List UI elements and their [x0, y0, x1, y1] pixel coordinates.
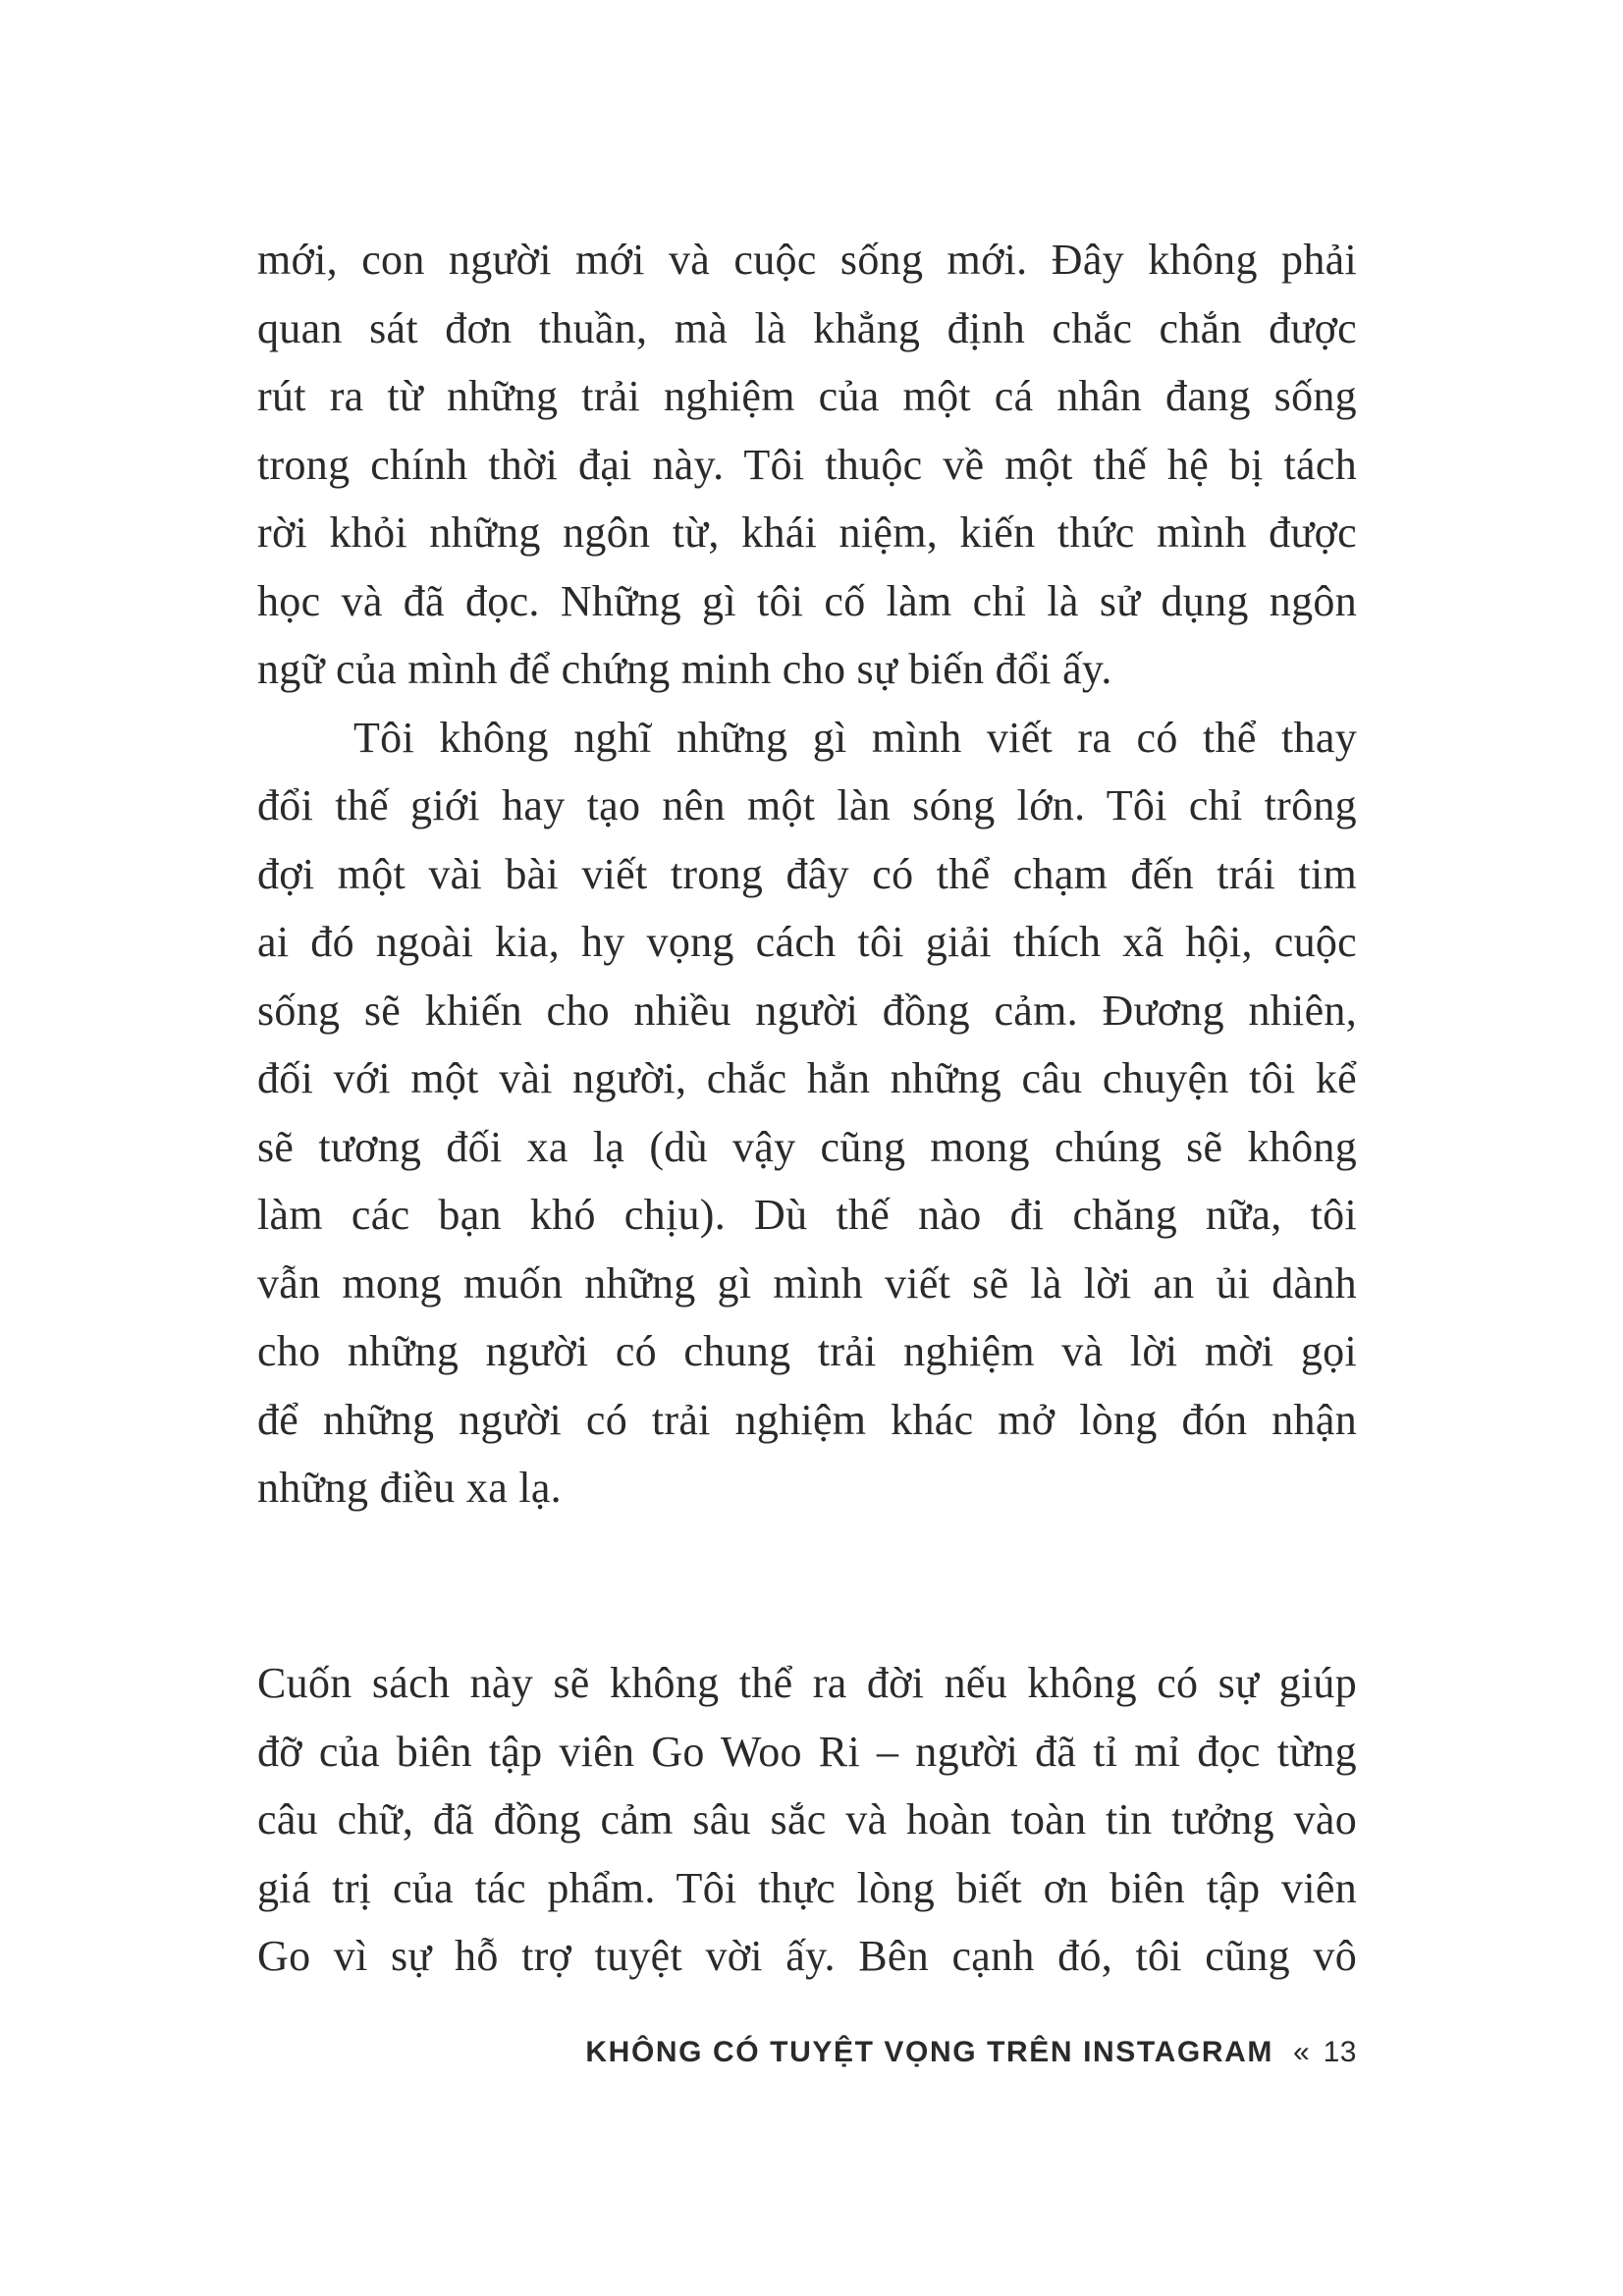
text-line: ai đó ngoài kia, hy vọng cách tôi giải thích xã hội, cuộc — [257, 918, 1357, 966]
paragraph-2 — [257, 704, 1357, 1522]
text-line: câu chữ, đã đồng cảm sâu sắc và hoàn toàn tin tưởng vào — [257, 1795, 1357, 1843]
text-line: cho những người có chung trải nghiệm và lời mời gọi — [257, 1327, 1357, 1375]
text-line: học và đã đọc. Những gì tôi cố làm chỉ là sử dụng ngôn — [257, 576, 1357, 625]
text-line: để những người có trải nghiệm khác mở lòng đón nhận — [257, 1395, 1357, 1444]
text-line: Go vì sự hỗ trợ tuyệt vời ấy. Bên cạnh đó, tôi cũng vô — [257, 1932, 1357, 1980]
text-line: trong chính thời đại này. Tôi thuộc về một thế hệ bị tách — [257, 440, 1357, 489]
text-line: rời khỏi những ngôn từ, khái niệm, kiến thức mình được — [257, 508, 1357, 557]
footer-separator: « — [1292, 2036, 1310, 2068]
text-line: rút ra từ những trải nghiệm của một cá nhân đang sống — [257, 372, 1357, 420]
text-line: sẽ tương đối xa lạ (dù vậy cũng mong chúng sẽ không — [257, 1122, 1357, 1171]
acknowledgement-text-block — [257, 1649, 1357, 1991]
paragraph-1 — [257, 226, 1357, 704]
running-footer — [0, 2033, 1357, 2072]
text-line: Tôi không nghĩ những gì mình viết ra có thể thay — [353, 713, 1357, 762]
text-line: đợi một vài bài viết trong đây có thể chạm đến trái tim — [257, 849, 1357, 898]
text-line: sống sẽ khiến cho nhiều người đồng cảm. Đương nhiên, — [257, 986, 1357, 1035]
text-line: vẫn mong muốn những gì mình viết sẽ là lời an ủi dành — [257, 1258, 1357, 1308]
book-title: KHÔNG CÓ TUYỆT VỌNG TRÊN INSTAGRAM — [585, 2036, 1273, 2068]
text-line: ngữ của mình để chứng minh cho sự biến đổi ấy. — [257, 645, 1112, 693]
main-text-block — [257, 226, 1357, 1522]
text-line: làm các bạn khó chịu). Dù thế nào đi chăng nữa, tôi — [257, 1191, 1357, 1239]
text-line: đổi thế giới hay tạo nên một làn sóng lớn. Tôi chỉ trông — [257, 781, 1357, 829]
text-line: đỡ của biên tập viên Go Woo Ri – người đã tỉ mỉ đọc từng — [257, 1727, 1357, 1776]
text-line: giá trị của tác phẩm. Tôi thực lòng biết ơn biên tập viên — [257, 1863, 1357, 1912]
text-line: Cuốn sách này sẽ không thể ra đời nếu không có sự giúp — [257, 1659, 1357, 1707]
text-line: mới, con người mới và cuộc sống mới. Đây không phải — [257, 236, 1357, 284]
text-line: đối với một vài người, chắc hẳn những câu chuyện tôi kể — [257, 1054, 1357, 1102]
text-line: những điều xa lạ. — [257, 1464, 562, 1512]
page-number: 13 — [1323, 2036, 1357, 2068]
paragraph-3 — [257, 1649, 1357, 1991]
text-line: quan sát đơn thuần, mà là khẳng định chắc chắn được — [257, 303, 1357, 352]
